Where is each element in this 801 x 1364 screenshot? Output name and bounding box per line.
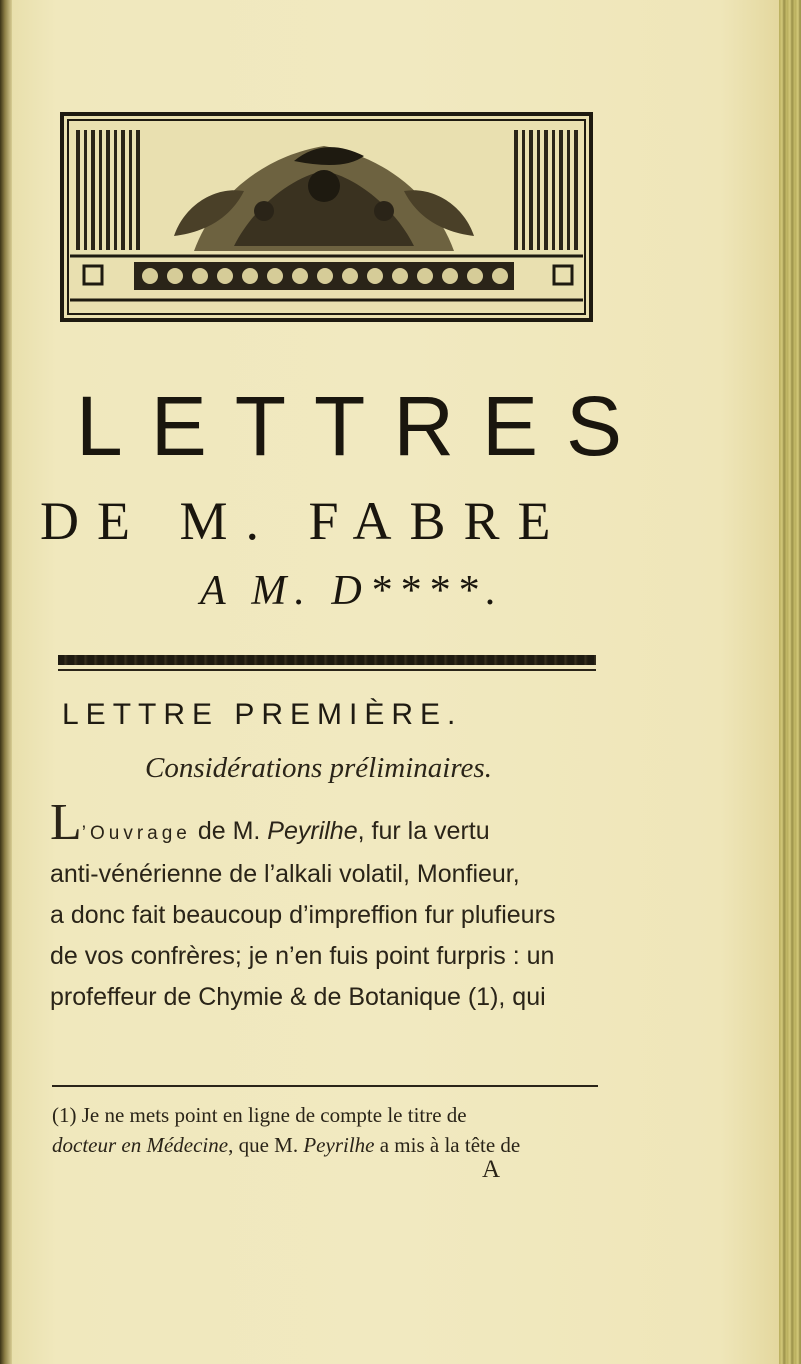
body-text-span: de M. (190, 817, 268, 845)
body-line-4: de vos confrères; je n’en fuis point furpris : un (50, 942, 555, 970)
catchword: A (482, 1156, 501, 1183)
footnote-text-span: a mis à la tête de (374, 1133, 521, 1157)
body-text-span: , fur la vertu (357, 817, 490, 845)
page-left-edge (0, 0, 12, 1364)
drop-cap: L (50, 794, 82, 851)
body-line-2: anti-vénérienne de l’alkali volatil, Monfieur, (50, 860, 520, 888)
page-right-edge (779, 0, 801, 1364)
letter-heading: LETTRE PREMIÈRE. (62, 698, 463, 731)
footnote-line-2 (52, 1130, 612, 1160)
footnote-line-1: (1) Je ne mets point en ligne de compte le titre de (52, 1103, 467, 1127)
decorative-rule (58, 655, 596, 665)
thin-rule (58, 669, 596, 671)
title-addressee: A M. D****. (200, 568, 505, 614)
body-paragraph (50, 794, 600, 1018)
body-line-3: a donc fait beaucoup d’impreffion fur plufieurs (50, 901, 556, 929)
footnote-rule (52, 1085, 598, 1087)
person-name: Peyrilhe (267, 817, 358, 845)
footnote-italic-phrase: docteur en Médecine (52, 1133, 229, 1157)
body-line-5: profeffeur de Chymie & de Botanique (1), qui (50, 983, 546, 1011)
title-main: LETTRES (76, 379, 651, 473)
ornamental-headpiece (60, 112, 593, 322)
small-caps-word: ’Ouvrage (81, 823, 191, 844)
footnote-text-span: , que M. (228, 1133, 304, 1157)
section-heading: Considérations préliminaires. (145, 752, 492, 784)
person-name: Peyrilhe (303, 1133, 375, 1157)
body-line-1 (50, 794, 600, 854)
footnote (52, 1100, 612, 1160)
headpiece-engraving (64, 116, 589, 318)
title-author: DE M. FABRE (40, 491, 569, 551)
